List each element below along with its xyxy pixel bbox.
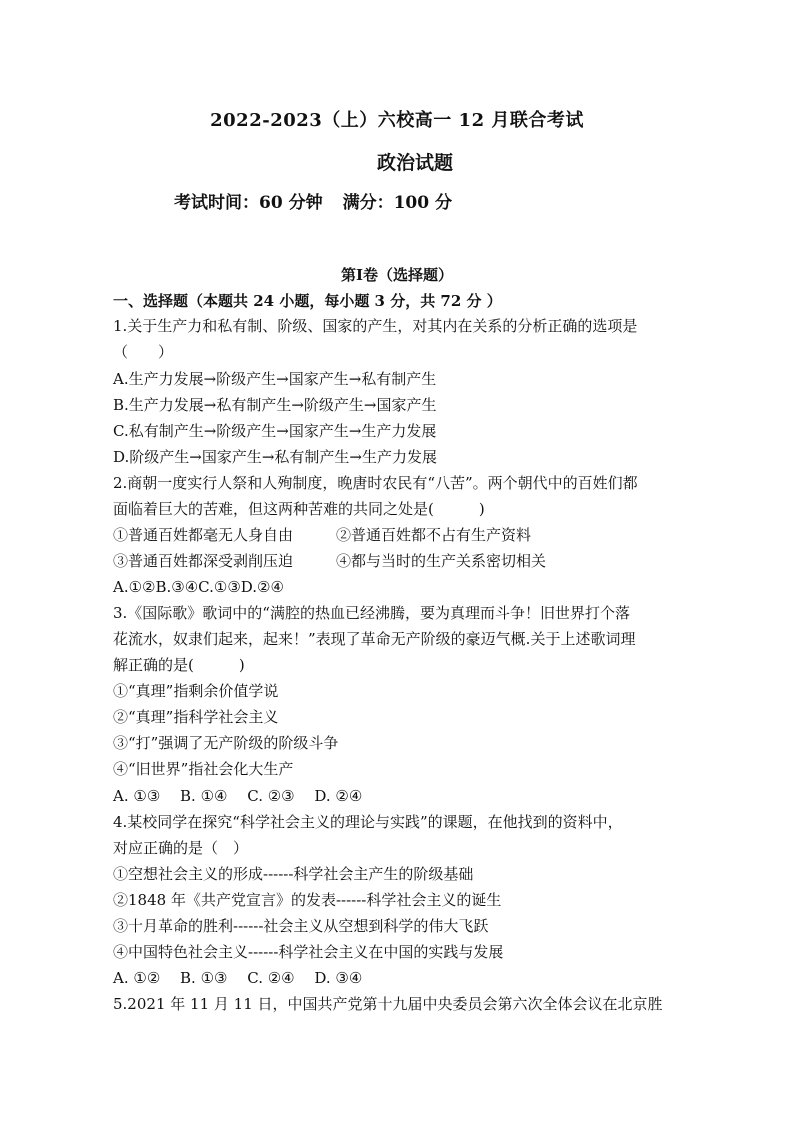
q2-item-1: ①普通百姓都毫无人身自由 [113,526,294,544]
part-title: 一、选择题（本题共 24 小题，每小题 3 分，共 72 分 ） [113,292,502,310]
exam-main-title: 2022-2023（上）六校高一 12 月联合考试 [210,110,584,131]
exam-info [174,188,452,213]
q3-item-4: ④“旧世界”指社会化大生产 [113,760,294,778]
q2-item-3: ③普通百姓都深受剥削压迫 [113,552,294,570]
q4-item-3: ③十月革命的胜利------社会主义从空想到科学的伟大飞跃 [113,917,489,935]
q4-stem-line2: 对应正确的是（ ） [113,839,249,857]
q1-option-d: D.阶级产生→国家产生→私有制产生→生产力发展 [113,448,437,466]
q4-item-1: ①空想社会主义的形成------科学社会主产生的阶级基础 [113,865,474,883]
subject-title: 政治试题 [376,152,453,174]
q4-stem-line1: 4.某校同学在探究“科学社会主义的理论与实践”的课题，在他找到的资料中， [113,813,623,831]
q4-choices: A. ①② B. ①③ C. ②④ D. ③④ [113,969,363,987]
q3-stem-line1: 3.《国际歌》歌词中的“满腔的热血已经沸腾，要为真理而斗争！旧世界打个落 [113,604,630,622]
q1-option-b: B.生产力发展→私有制产生→阶级产生→国家产生 [113,396,437,414]
q1-option-c: C.私有制产生→阶级产生→国家产生→生产力发展 [113,422,437,440]
q3-choices: A. ①③ B. ①④ C. ②③ D. ②④ [113,787,363,805]
full-score-label: 满分：100 分 [342,193,452,213]
q5-stem-line1: 5.2021 年 11 月 11 日，中国共产党第十九届中央委员会第六次全体会议在北京胜 [113,995,663,1013]
q3-stem-line2: 花流水，奴隶们起来，起来！”表现了革命无产阶级的豪迈气概.关于上述歌词理 [113,630,636,648]
q3-stem-line3: 解正确的是( ) [113,656,245,674]
q2-stem-line2: 面临着巨大的苦难，但这两种苦难的共同之处是( ) [113,500,485,518]
q3-item-1: ①“真理”指剩余价值学说 [113,682,279,700]
q4-item-4: ④中国特色社会主义------科学社会主义在中国的实践与发展 [113,943,504,961]
q2-stem-line1: 2.商朝一度实行人祭和人殉制度，晚唐时农民有“八苦”。两个朝代中的百姓们都 [113,474,638,492]
volume-title: 第Ⅰ卷（选择题） [340,266,454,284]
q2-item-2: ②普通百姓都不占有生产资料 [336,526,532,544]
q1-stem-line1: 1.关于生产力和私有制、阶级、国家的产生，对其内在关系的分析正确的选项是 [113,317,638,335]
q2-item-4: ④都与当时的生产关系密切相关 [336,552,547,570]
q1-option-a: A.生产力发展→阶级产生→国家产生→私有制产生 [113,370,437,388]
q2-choices: A.①②B.③④C.①③D.②④ [113,578,284,596]
q4-item-2: ②1848 年《共产党宣言》的发表------科学社会主义的诞生 [113,891,502,909]
q1-stem-line2: （ ） [113,343,174,361]
q3-item-2: ②“真理”指科学社会主义 [113,708,279,726]
q3-item-3: ③“打”强调了无产阶级的阶级斗争 [113,734,339,752]
exam-time-label: 考试时间：60 分钟 [174,193,323,213]
